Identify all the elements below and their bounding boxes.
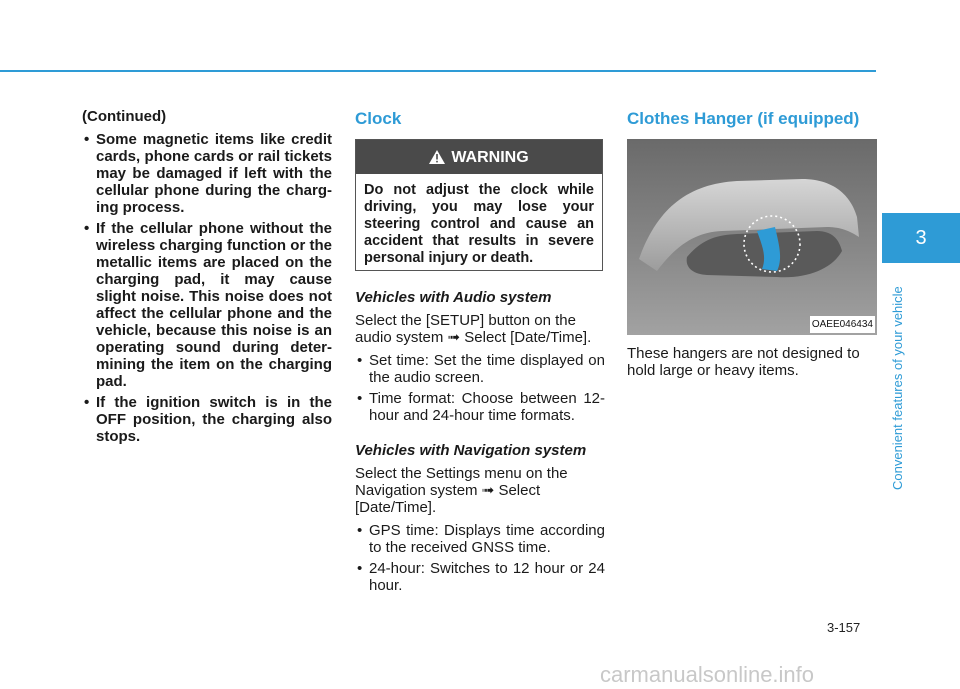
- list-item: • If the cellular phone without the wireless charging function or the metallic items are placed on the charging pad, it may cause slight noise. This noise does not affect the cellular phone and the vehicle, because this noise is an operating sound during deter-mining the item on the charging pad.: [82, 220, 332, 390]
- hanger-photo: [627, 139, 877, 335]
- hanger-section-title: Clothes Hanger (if equipped): [627, 109, 860, 128]
- list-item: • Time format: Choose between 12-hour and 24-hour time formats.: [355, 390, 605, 424]
- list-item: • 24-hour: Switches to 12 hour or 24 hour.: [355, 560, 605, 594]
- audio-heading: Vehicles with Audio system: [355, 289, 552, 306]
- column-clothes-hanger: [627, 108, 877, 385]
- list-item: • GPS time: Displays time according to the received GNSS time.: [355, 522, 605, 556]
- list-item: • If the ignition switch is in the OFF position, the charging also stops.: [82, 394, 332, 445]
- clothes-hanger-illustration: [627, 139, 877, 335]
- image-code: OAEE046434: [810, 316, 875, 333]
- clock-section-title: Clock: [355, 109, 402, 128]
- hanger-text: These hangers are not designed to hold large or heavy items.: [627, 345, 860, 379]
- navigation-intro: Select the Settings menu on the Navigation system ➟ Select [Date/Time].: [355, 465, 568, 516]
- column-wireless-charging: [82, 108, 332, 449]
- warning-header: [356, 140, 602, 174]
- warning-title: WARNING: [451, 148, 529, 166]
- page-number: 3-157: [827, 620, 861, 635]
- warning-triangle-icon: [429, 150, 445, 164]
- header-rule: [0, 70, 876, 72]
- list-item: • Some magnetic items like credit cards, phone cards or rail tickets may be damaged if left with the cellular phone during the charg-ing process.: [82, 131, 332, 216]
- continued-label: (Continued): [82, 108, 167, 125]
- chapter-title: Convenient features of your vehicle: [890, 286, 905, 490]
- navigation-heading: Vehicles with Navigation system: [355, 442, 587, 459]
- column-clock: [355, 108, 605, 598]
- audio-list: [355, 352, 605, 424]
- warning-text: Do not adjust the clock while driving, you may lose your steering control and cause an accident that results in severe personal injury or death.: [364, 182, 594, 266]
- watermark: carmanualsonline.info: [600, 662, 815, 687]
- audio-intro: Select the [SETUP] button on the audio system ➟ Select [Date/Time].: [355, 312, 592, 346]
- chapter-tab: 3: [882, 213, 960, 263]
- navigation-list: [355, 522, 605, 594]
- warning-box: [355, 139, 603, 271]
- list-item: • Set time: Set the time displayed on the audio screen.: [355, 352, 605, 386]
- charging-notes-list: [82, 131, 332, 445]
